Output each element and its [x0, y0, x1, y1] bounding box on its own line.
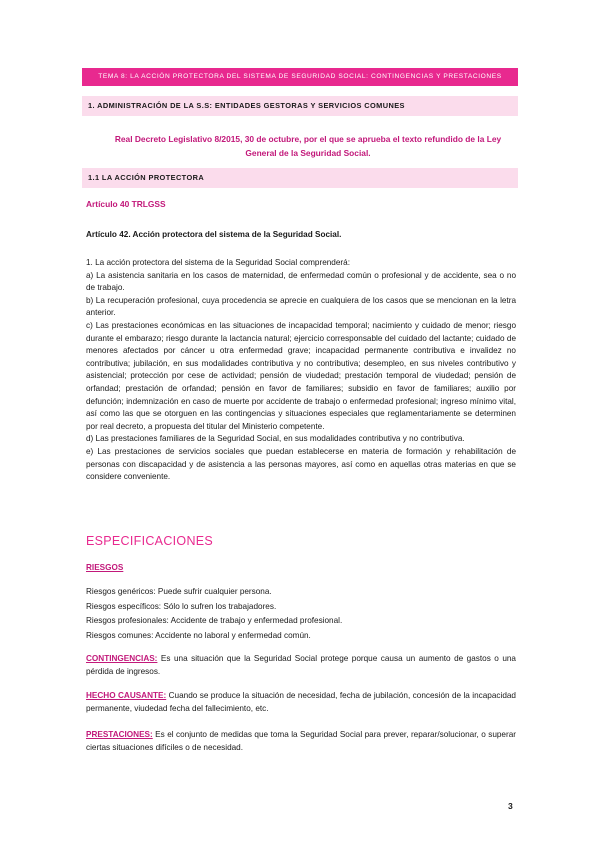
riesgos-heading — [86, 562, 516, 575]
specifications-title: ESPECIFICACIONES — [86, 534, 214, 548]
hecho-causante-text: Cuando se produce la situación de necesidad, fecha de jubilación, concesión de la incapacidad permanente, viudedad fecha del fallecimiento, etc. — [86, 691, 516, 713]
article-body — [86, 257, 516, 484]
topic-banner: TEMA 8: LA ACCIÓN PROTECTORA DEL SISTEMA DE SEGURIDAD SOCIAL: CONTINGENCIAS Y PRESTACIONES — [82, 68, 518, 86]
article-item-d: d) Las prestaciones familiares de la Seguridad Social, en sus modalidades contributiva y no contributiva. — [86, 434, 465, 444]
article-intro: 1. La acción protectora del sistema de la Seguridad Social comprenderá: — [86, 258, 350, 267]
riesgo-item: Riesgos comunes: Accidente no laboral y enfermedad común. — [86, 630, 311, 640]
contingencias-label: CONTINGENCIAS: — [86, 654, 158, 663]
page-number: 3 — [508, 801, 513, 811]
riesgos-label: RIESGOS — [86, 563, 124, 572]
prestaciones-text: Es el conjunto de medidas que toma la Seguridad Social para prever, reparar/solucionar, o superar ciertas situaciones difíciles o de necesidad. — [86, 730, 516, 752]
article-item-e: e) Las prestaciones de servicios sociales que puedan establecerse en materia de formación y rehabilitación de personas con discapacidad y de asistencia a las personas mayores, así como en aquellas otras materias en que se considere conveniente. — [86, 446, 516, 482]
decree-title: Real Decreto Legislativo 8/2015, 30 de octubre, por el que se aprueba el texto refundido de la Ley General de la Seguridad Social. — [114, 134, 502, 158]
section-heading-1: 1. ADMINISTRACIÓN DE LA S.S: ENTIDADES GESTORAS Y SERVICIOS COMUNES — [82, 96, 518, 116]
hecho-causante-label: HECHO CAUSANTE: — [86, 691, 167, 700]
riesgo-item: Riesgos profesionales: Accidente de trabajo y enfermedad profesional. — [86, 616, 343, 626]
hecho-causante-paragraph — [86, 690, 516, 715]
contingencias-text: Es una situación que la Seguridad Social protege porque causa un aumento de gastos o una pérdida de ingresos. — [86, 654, 516, 676]
riesgo-item: Riesgos genéricos: Puede sufrir cualquier persona. — [86, 587, 272, 596]
riesgos-list — [86, 585, 516, 643]
article-item-b: b) La recuperación profesional, cuya procedencia se aprecie en cualquiera de los casos que se mencionan en la letra anterior. — [86, 295, 516, 318]
article-item-c: c) Las prestaciones económicas en las situaciones de incapacidad temporal; nacimiento y cuidado de menor; riesgo durante el embarazo; riesgo durante la lactancia natural; ejercicio corresponsable del cuidado del lactante; cuidado de menores afectados por cáncer u otra enfermedad grave; incapacidad permanente contributiva e invalidez no contributiva; jubilación, en sus modalidades contributiva y no contributiva; desempleo, en sus niveles contributivo y asistencial; protección por cese de actividad; pensión de viudedad; prestación temporal de viudedad; pensión de orfandad; prestación de orfandad; pensión en favor de familiares; subsidio en favor de familiares; auxilio por defunción; indemnización en caso de muerte por accidente de trabajo o enfermedad profesional; ingreso mínimo vital, así como las que se otorguen en las contingencias y situaciones especiales que reglamentariamente se determinen por real decreto, a propuesta del titular del Ministerio competente. — [86, 320, 516, 431]
prestaciones-label: PRESTACIONES: — [86, 730, 153, 739]
article-item-a: a) La asistencia sanitaria en los casos de maternidad, de enfermedad común o profesional y de accidente, sea o no de trabajo. — [86, 270, 516, 293]
prestaciones-paragraph — [86, 729, 516, 754]
article-42-heading: Artículo 42. Acción protectora del sistema de la Seguridad Social. — [86, 230, 342, 239]
contingencias-paragraph — [86, 653, 516, 678]
riesgo-item: Riesgos específicos: Sólo lo sufren los trabajadores. — [86, 601, 277, 611]
article-40-heading: Artículo 40 TRLGSS — [86, 199, 166, 209]
section-heading-1-1: 1.1 LA ACCIÓN PROTECTORA — [82, 168, 518, 188]
